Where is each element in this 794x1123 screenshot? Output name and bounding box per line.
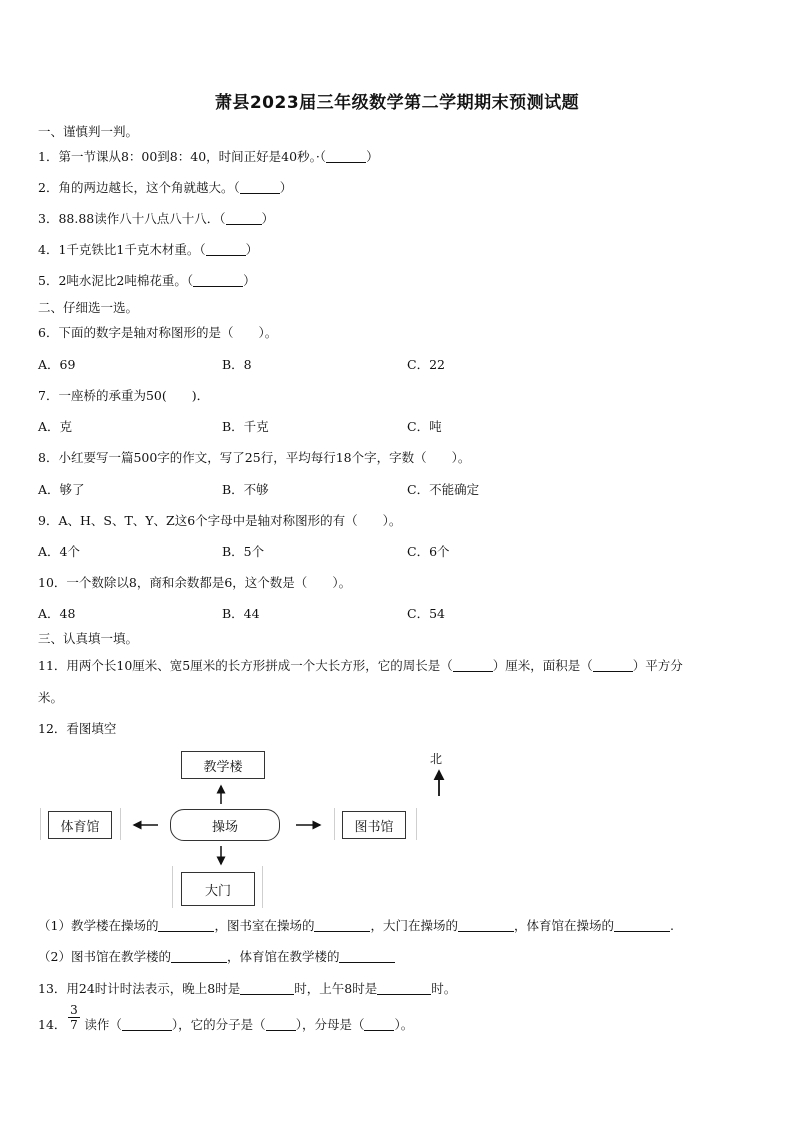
q14-text: 14．	[38, 1017, 67, 1032]
perimeter-blank[interactable]	[453, 658, 493, 672]
option-b[interactable]: B．千克	[222, 419, 269, 434]
q13-text: 13．用24时计时法表示，晚上8时是	[38, 981, 241, 996]
box-playground	[170, 809, 280, 841]
q12-1-text: ，体育馆在操场的	[514, 918, 615, 933]
option-b[interactable]: B．5个	[222, 544, 265, 559]
question-5	[38, 271, 256, 289]
divider	[416, 808, 417, 840]
box-label: 图书馆	[354, 819, 394, 835]
q14-text: ），它的分子是（	[171, 1017, 266, 1032]
option-a[interactable]: A．克	[38, 419, 73, 434]
fraction-numerator: 3	[68, 1003, 80, 1018]
answer-blank[interactable]	[171, 949, 227, 963]
option-c[interactable]: C．54	[407, 606, 445, 621]
answer-blank[interactable]	[458, 918, 514, 932]
q13-text: 时。	[431, 981, 457, 996]
option-c[interactable]: C．22	[407, 357, 445, 372]
close-paren: ）	[245, 242, 259, 257]
fraction-three-sevenths	[68, 1003, 80, 1032]
close-paren: ）	[243, 273, 256, 288]
answer-blank[interactable]	[193, 273, 243, 287]
question-5-text: 5．2吨水泥比2吨棉花重。（	[38, 273, 194, 288]
question-12-1	[38, 916, 674, 934]
option-b[interactable]: B．44	[222, 606, 260, 621]
question-7: 7．一座桥的承重为50( )．	[38, 388, 210, 403]
q12-1-text: ，大门在操场的	[370, 918, 458, 933]
answer-blank[interactable]	[240, 180, 280, 194]
question-9: 9．A、H、S、T、Y、Z这6个字母中是轴对称图形的有（ ）。	[38, 513, 402, 528]
question-2	[38, 178, 292, 196]
answer-blank[interactable]	[326, 149, 366, 163]
question-12-2	[38, 947, 395, 965]
answer-blank[interactable]	[266, 1017, 296, 1031]
q12-2-text: （2）图书馆在教学楼的	[38, 949, 171, 964]
question-14	[38, 1015, 413, 1033]
section-heading-choose: 二、仔细选一选。	[38, 300, 139, 315]
answer-blank[interactable]	[314, 918, 370, 932]
option-a[interactable]: A．4个	[38, 544, 80, 559]
box-label: 教学楼	[203, 759, 243, 775]
answer-blank[interactable]	[158, 918, 214, 932]
divider	[40, 808, 41, 840]
question-11-text-2: ）厘米，面积是（	[492, 658, 593, 673]
option-a[interactable]: A．够了	[38, 482, 85, 497]
divider	[262, 866, 263, 908]
question-1-text: 1．第一节课从8：00到8：40，时间正好是40秒。·（	[38, 149, 327, 164]
divider	[172, 866, 173, 908]
option-b[interactable]: B．不够	[222, 482, 269, 497]
option-a[interactable]: A．69	[38, 357, 76, 372]
q14-text: ），分母是（	[295, 1017, 365, 1032]
box-gate	[181, 872, 255, 906]
question-11-text-3: ）平方分	[632, 658, 683, 673]
question-3-text: 3．88.88读作八十八点八十八．（	[38, 211, 226, 226]
q14-text: ）。	[394, 1017, 414, 1032]
close-paren: ）	[366, 149, 379, 164]
fraction-denominator: 7	[70, 1018, 78, 1032]
answer-blank[interactable]	[240, 981, 294, 995]
question-11-text: 11．用两个长10厘米、宽5厘米的长方形拼成一个大长方形，它的周长是（	[38, 658, 453, 673]
question-1	[38, 147, 379, 165]
option-c[interactable]: C．6个	[407, 544, 450, 559]
box-gymnasium	[48, 811, 112, 839]
box-label: 体育馆	[60, 819, 100, 835]
question-12: 12．看图填空	[38, 721, 117, 736]
option-a[interactable]: A．48	[38, 606, 76, 621]
option-c[interactable]: C．吨	[407, 419, 442, 434]
section-heading-fill: 三、认真填一填。	[38, 631, 139, 646]
question-6: 6．下面的数字是轴对称图形的是（ ）。	[38, 325, 278, 340]
answer-blank[interactable]	[377, 981, 431, 995]
q14-text: 读作（	[84, 1017, 122, 1032]
box-label: 大门	[204, 883, 231, 899]
close-paren: ）	[279, 180, 293, 195]
section-heading-judge: 一、谨慎判一判。	[38, 124, 139, 139]
answer-blank[interactable]	[339, 949, 395, 963]
divider	[334, 808, 335, 840]
answer-blank[interactable]	[122, 1017, 172, 1031]
q12-1-text: （1）教学楼在操场的	[38, 918, 159, 933]
option-c[interactable]: C．不能确定	[407, 482, 480, 497]
question-4	[38, 240, 258, 258]
page-title: 萧县2023届三年级数学第二学期期末预测试题	[214, 93, 580, 113]
box-teaching-building	[181, 751, 265, 779]
question-11	[38, 656, 683, 674]
box-label: 操场	[211, 819, 238, 835]
answer-blank[interactable]	[226, 211, 262, 225]
compass-north-label: 北	[430, 752, 443, 766]
area-blank[interactable]	[593, 658, 633, 672]
q12-1-text: .	[670, 918, 674, 933]
question-11-continued: 米。	[38, 690, 64, 705]
q12-1-text: ，图书室在操场的	[214, 918, 315, 933]
question-3	[38, 209, 274, 227]
answer-blank[interactable]	[364, 1017, 394, 1031]
option-b[interactable]: B．8	[222, 357, 252, 372]
close-paren: ）	[261, 211, 275, 226]
question-4-text: 4．1千克铁比1千克木材重。（	[38, 242, 206, 257]
question-8: 8．小红要写一篇500字的作文，写了25行，平均每行18个字，字数（ ）。	[38, 450, 471, 465]
question-2-text: 2．角的两边越长，这个角就越大。（	[38, 180, 240, 195]
answer-blank[interactable]	[614, 918, 670, 932]
q13-text: 时，上午8时是	[294, 981, 378, 996]
answer-blank[interactable]	[206, 242, 246, 256]
q12-2-text: ，体育馆在教学楼的	[226, 949, 340, 964]
question-13	[38, 979, 456, 997]
question-10: 10．一个数除以8，商和余数都是6，这个数是（ ）。	[38, 575, 352, 590]
divider	[120, 808, 121, 840]
box-library	[342, 811, 406, 839]
